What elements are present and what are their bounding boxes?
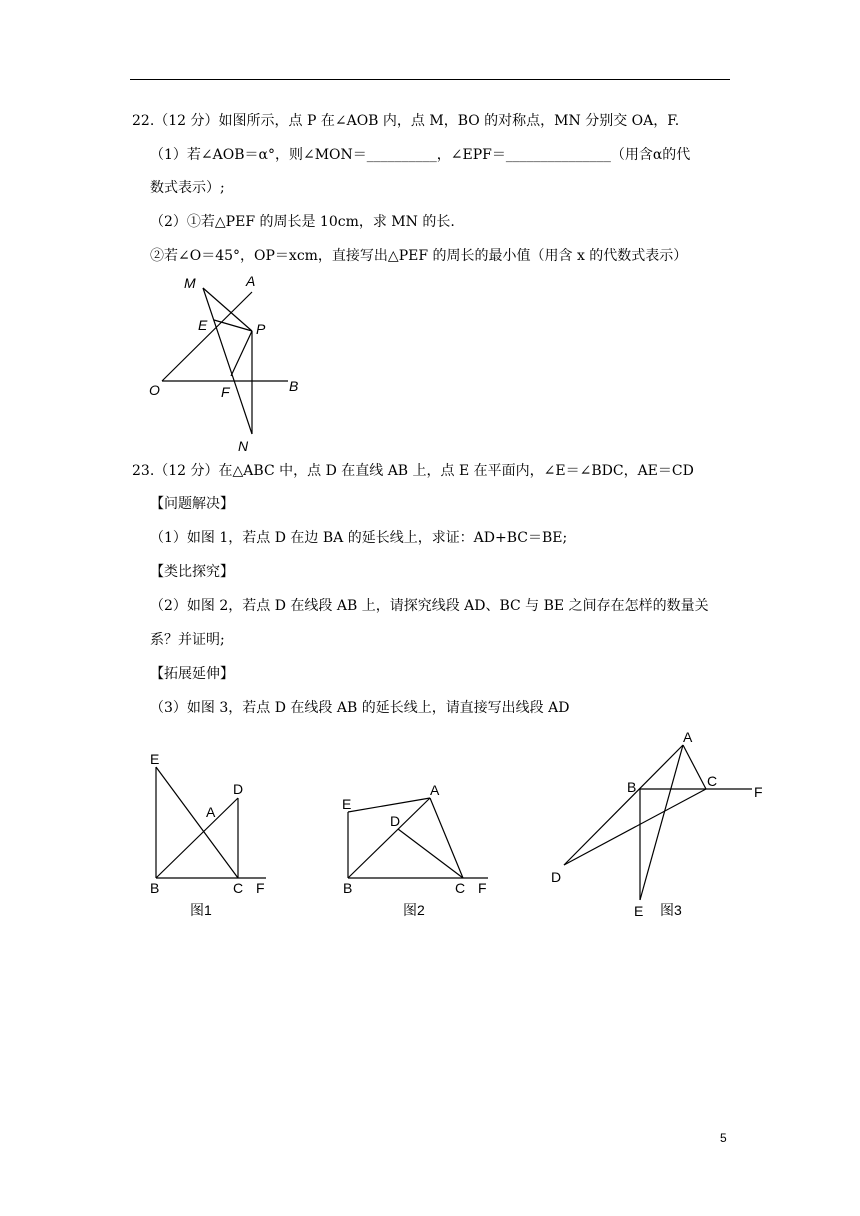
fig3-caption: 图3 xyxy=(660,902,682,918)
q22-part2-1: （2）①若△PEF 的周长是 10cm，求 MN 的长. xyxy=(150,214,455,230)
fig1-label-D: D xyxy=(233,781,244,797)
figure-2 xyxy=(348,798,488,878)
label-O: O xyxy=(149,382,160,398)
fig3-label-C: C xyxy=(707,773,718,789)
q22-part2-2: ②若∠O＝45°，OP＝xcm，直接写出△PEF 的周长的最小值（用含 x 的代数式表示） xyxy=(150,248,688,264)
fig2-label-A: A xyxy=(430,782,440,798)
fig3-label-A: A xyxy=(683,729,693,745)
fig1-caption: 图1 xyxy=(190,902,212,918)
fig3-label-D: D xyxy=(551,869,562,885)
fig1-label-C: C xyxy=(233,880,244,896)
fig3-label-E: E xyxy=(634,903,644,919)
fig1-label-E: E xyxy=(150,751,160,767)
fig3-label-F: F xyxy=(754,784,763,800)
q23-stem: 23.（12 分）在△ABC 中，点 D 在直线 AB 上，点 E 在平面内，∠E＝∠BDC，AE＝CD xyxy=(132,463,694,479)
fig2-label-D: D xyxy=(390,813,401,829)
fig1-label-B: B xyxy=(150,880,160,896)
label-N: N xyxy=(238,438,249,454)
figure-1 xyxy=(156,767,266,878)
q23-part3: （3）如图 3，若点 D 在线段 AB 的延长线上，请直接写出线段 AD xyxy=(150,700,570,716)
q23-part2: （2）如图 2，若点 D 在线段 AB 上，请探究线段 AD、BC 与 BE 之间存在怎样的数量关 xyxy=(150,598,709,614)
fig2-label-C: C xyxy=(455,880,466,896)
label-A: A xyxy=(246,273,256,289)
fig2-label-B: B xyxy=(343,880,353,896)
fig2-label-E: E xyxy=(342,796,352,812)
fig3-label-B: B xyxy=(627,779,637,795)
q22-part1-cont: 数式表示）; xyxy=(150,180,225,196)
figure-3 xyxy=(564,745,752,900)
page-number: 5 xyxy=(720,1131,727,1145)
fig1-label-A: A xyxy=(206,804,216,820)
q23-heading-3: 【拓展延伸】 xyxy=(150,666,234,682)
label-M: M xyxy=(184,275,196,291)
label-E: E xyxy=(198,317,208,333)
q23-part2-cont: 系？并证明; xyxy=(150,632,225,648)
label-B: B xyxy=(289,378,299,394)
q23-heading-1: 【问题解决】 xyxy=(150,496,234,512)
label-F: F xyxy=(221,384,230,400)
q23-heading-2: 【类比探究】 xyxy=(150,564,234,580)
q23-part1: （1）如图 1，若点 D 在边 BA 的延长线上，求证：AD+BC＝BE; xyxy=(150,530,568,546)
label-P: P xyxy=(256,321,266,337)
fig2-label-F: F xyxy=(478,880,487,896)
fig2-caption: 图2 xyxy=(403,902,425,918)
q22-stem: 22.（12 分）如图所示，点 P 在∠AOB 内，点 M，BO 的对称点，MN 分别交 OA，F. xyxy=(132,113,680,129)
q22-part1: （1）若∠AOB＝α°，则∠MON＝__________，∠EPF＝_______________（用含α的代 xyxy=(150,147,691,163)
fig1-label-F: F xyxy=(256,880,265,896)
